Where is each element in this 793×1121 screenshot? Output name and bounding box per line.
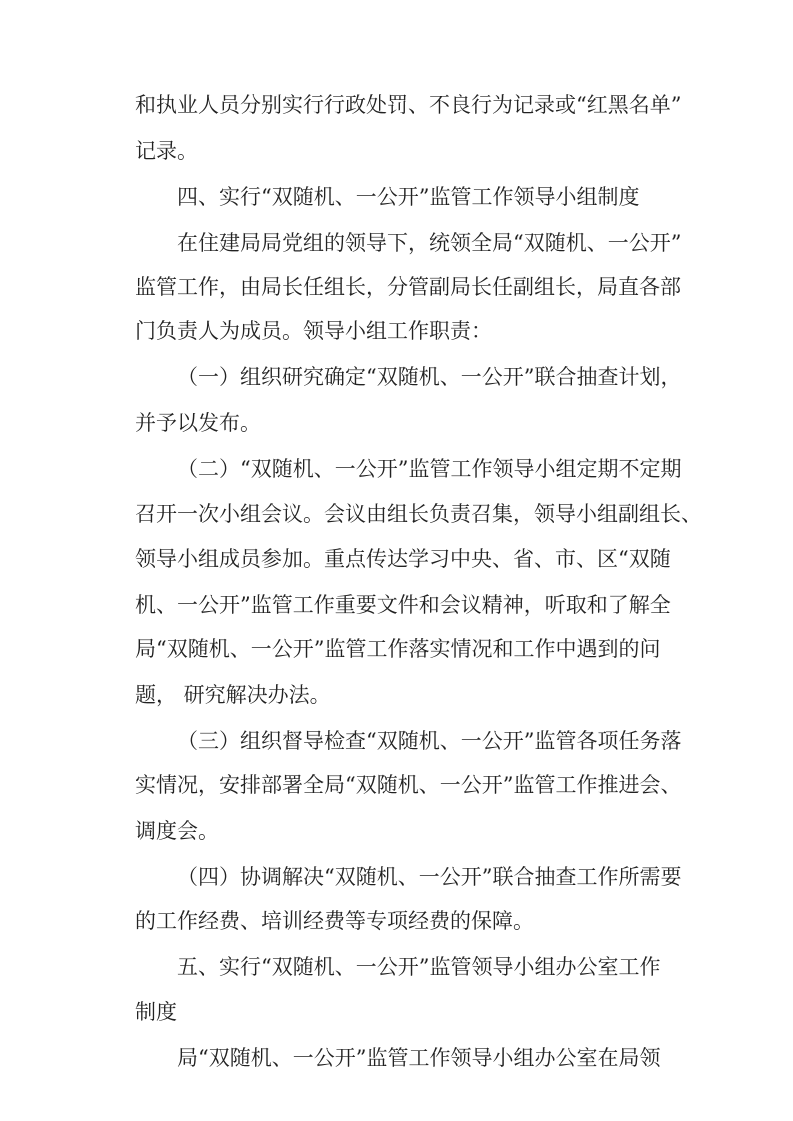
text-line: 召开一次小组会议。会议由组长负责召集，领导小组副组长、 <box>135 502 702 526</box>
section-heading: 五、实行“双随机、一公开”监管领导小组办公室工作 <box>177 955 661 979</box>
text-line: 局“双随机、一公开”监管工作领导小组办公室在局领 <box>177 1046 661 1070</box>
text-line: 局“双随机、一公开”监管工作落实情况和工作中遇到的问 <box>135 637 661 661</box>
text-line: 并予以发布。 <box>135 411 261 435</box>
text-line: 领导小组成员参加。重点传达学习中央、省、市、区“双随 <box>135 547 671 571</box>
text-line: （一）组织研究确定“双随机、一公开”联合抽查计划， <box>177 365 682 389</box>
section-heading: 四、实行“双随机、一公开”监管工作领导小组制度 <box>177 185 640 209</box>
text-line: （四）协调解决“双随机、一公开”联合抽查工作所需要 <box>177 865 682 889</box>
text-line: 和执业人员分别实行行政处罚、不良行为记录或“红黑名单” <box>135 93 682 117</box>
text-line: 监管工作，由局长任组长，分管副局长任副组长，局直各部 <box>135 275 681 299</box>
text-line: 调度会。 <box>135 819 219 843</box>
text-line: 记录。 <box>135 139 198 163</box>
text-line: 机、一公开”监管工作重要文件和会议精神，听取和了解全 <box>135 593 671 617</box>
text-line: 的工作经费、培训经费等专项经费的保障。 <box>135 909 534 933</box>
text-line: 实情况，安排部署全局“双随机、一公开”监管工作推进会、 <box>135 773 682 797</box>
section-heading: 制度 <box>135 1000 177 1024</box>
text-line: （三）组织督导检查“双随机、一公开”监管各项任务落 <box>177 729 682 753</box>
text-line: 门负责人为成员。领导小组工作职责： <box>135 319 492 343</box>
text-line: 题， 研究解决办法。 <box>135 683 331 707</box>
text-line: （二）“双随机、一公开”监管工作领导小组定期不定期 <box>177 457 682 481</box>
text-line: 在住建局局党组的领导下，统领全局“双随机、一公开” <box>177 231 682 255</box>
